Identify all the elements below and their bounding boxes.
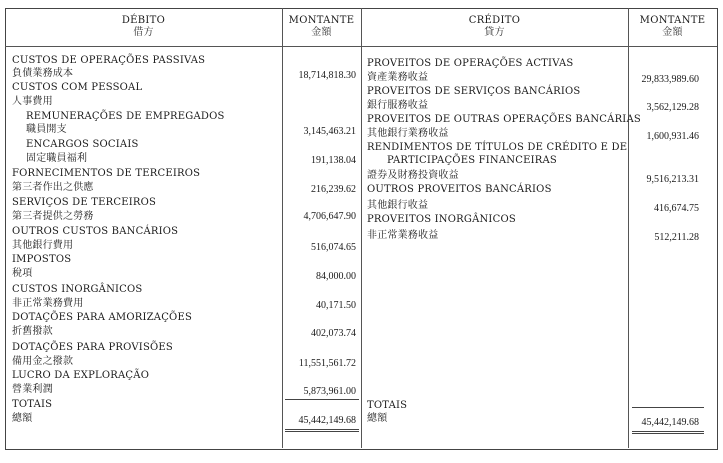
- row-value: 216,239.62: [311, 184, 356, 195]
- row-value: 512,211.28: [654, 232, 699, 243]
- total-rule: [285, 399, 359, 400]
- row-value: 516,074.65: [311, 242, 356, 253]
- credit-header: [361, 15, 628, 39]
- credit-title-zh: 貸方: [484, 27, 505, 38]
- row-label-zh: 職員開支: [26, 124, 67, 135]
- row-label-zh: 營業利潤: [12, 384, 53, 395]
- row-value: 416,674.75: [654, 203, 699, 214]
- row-label: DOTAÇÕES PARA AMORIZAÇÕES: [12, 312, 193, 323]
- row-value: 29,833,989.60: [641, 74, 699, 85]
- credit-title: CRÉDITO: [468, 15, 521, 26]
- montante-header-right: [628, 15, 717, 39]
- row-label-zh: 第三者作出之供應: [12, 182, 94, 193]
- total-rule: [632, 407, 704, 408]
- row-label: LUCRO DA EXPLORAÇÃO: [12, 370, 150, 381]
- row-label-zh: 非正常業務費用: [12, 298, 84, 309]
- row-label: OUTROS PROVEITOS BANCÁRIOS: [367, 184, 552, 195]
- row-label-zh: 人事費用: [12, 96, 53, 107]
- header-divider: [5, 46, 717, 47]
- row-value: 1,600,931.46: [646, 131, 699, 142]
- row-label: OUTROS CUSTOS BANCÁRIOS: [12, 226, 179, 237]
- row-label-zh: 稅項: [12, 268, 33, 279]
- total-double-rule: [285, 429, 359, 432]
- row-value: 3,562,129.28: [646, 102, 699, 113]
- row-label-zh: 證券及財務投資收益: [367, 170, 459, 181]
- column-divider: [361, 8, 362, 448]
- row-label-zh: 其他銀行業務收益: [367, 128, 449, 139]
- row-label: RENDIMENTOS DE TÍTULOS DE CRÉDITO E DE: [367, 142, 628, 153]
- row-label: REMUNERAÇÕES DE EMPREGADOS: [26, 111, 225, 122]
- row-label-zh: 備用金之撥款: [12, 356, 74, 367]
- row-label-zh: 固定職員福利: [26, 153, 88, 164]
- totals-label-zh: 總額: [12, 413, 33, 424]
- row-label-zh: 其他銀行費用: [12, 240, 74, 251]
- row-label: CUSTOS COM PESSOAL: [12, 82, 143, 93]
- debit-title: DÉBITO: [121, 15, 166, 26]
- account-statement: [5, 8, 718, 460]
- row-label: PROVEITOS DE OUTRAS OPERAÇÕES BANCÁRIAS: [367, 114, 641, 125]
- totals-label: TOTAIS: [12, 399, 53, 410]
- row-label-zh: 非正常業務收益: [367, 230, 439, 241]
- row-label-zh: 資產業務收益: [367, 72, 429, 83]
- row-value: 5,873,961.00: [303, 386, 356, 397]
- row-label: SERVIÇOS DE TERCEIROS: [12, 197, 157, 208]
- debit-title-zh: 借方: [133, 27, 154, 38]
- totals-label: TOTAIS: [367, 400, 408, 411]
- montante-title: MONTANTE: [639, 15, 706, 26]
- totals-label-zh: 總額: [367, 413, 388, 424]
- row-label-zh: 銀行服務收益: [367, 100, 429, 111]
- row-label: CUSTOS DE OPERAÇÕES PASSIVAS: [12, 55, 206, 66]
- totals-value: 45,442,149.68: [298, 415, 356, 426]
- row-value: 9,516,213.31: [646, 174, 699, 185]
- row-value: 11,551,561.72: [298, 358, 356, 369]
- row-label: PROVEITOS INORGÂNICOS: [367, 214, 516, 225]
- totals-value: 45,442,149.68: [641, 417, 699, 428]
- row-label: PROVEITOS DE OPERAÇÕES ACTIVAS: [367, 58, 574, 69]
- row-label: CUSTOS INORGÂNICOS: [12, 284, 143, 295]
- total-double-rule: [632, 431, 704, 434]
- row-label-zh: 其他銀行收益: [367, 200, 429, 211]
- montante-title: MONTANTE: [288, 15, 355, 26]
- row-label: PROVEITOS DE SERVIÇOS BANCÁRIOS: [367, 86, 581, 97]
- row-value: 84,000.00: [316, 271, 356, 282]
- row-label-zh: 第三者提供之勞務: [12, 211, 94, 222]
- row-value: 191,138.04: [311, 155, 356, 166]
- montante-title-zh: 金額: [662, 27, 683, 38]
- row-value: 4,706,647.90: [303, 211, 356, 222]
- row-value: 402,073.74: [311, 328, 356, 339]
- montante-header-left: [282, 15, 361, 39]
- row-label-cont: PARTICIPAÇÕES FINANCEIRAS: [387, 155, 557, 166]
- row-label-zh: 折舊撥款: [12, 326, 53, 337]
- row-label: DOTAÇÕES PARA PROVISÕES: [12, 342, 173, 353]
- row-label: ENCARGOS SOCIAIS: [26, 139, 139, 150]
- debit-header: [5, 15, 282, 39]
- row-label: FORNECIMENTOS DE TERCEIROS: [12, 168, 201, 179]
- row-value: 40,171.50: [316, 300, 356, 311]
- row-label: IMPOSTOS: [12, 254, 72, 265]
- row-value: 3,145,463.21: [303, 126, 356, 137]
- montante-title-zh: 金額: [311, 27, 332, 38]
- row-value: 18,714,818.30: [298, 70, 356, 81]
- row-label-zh: 負債業務成本: [12, 68, 74, 79]
